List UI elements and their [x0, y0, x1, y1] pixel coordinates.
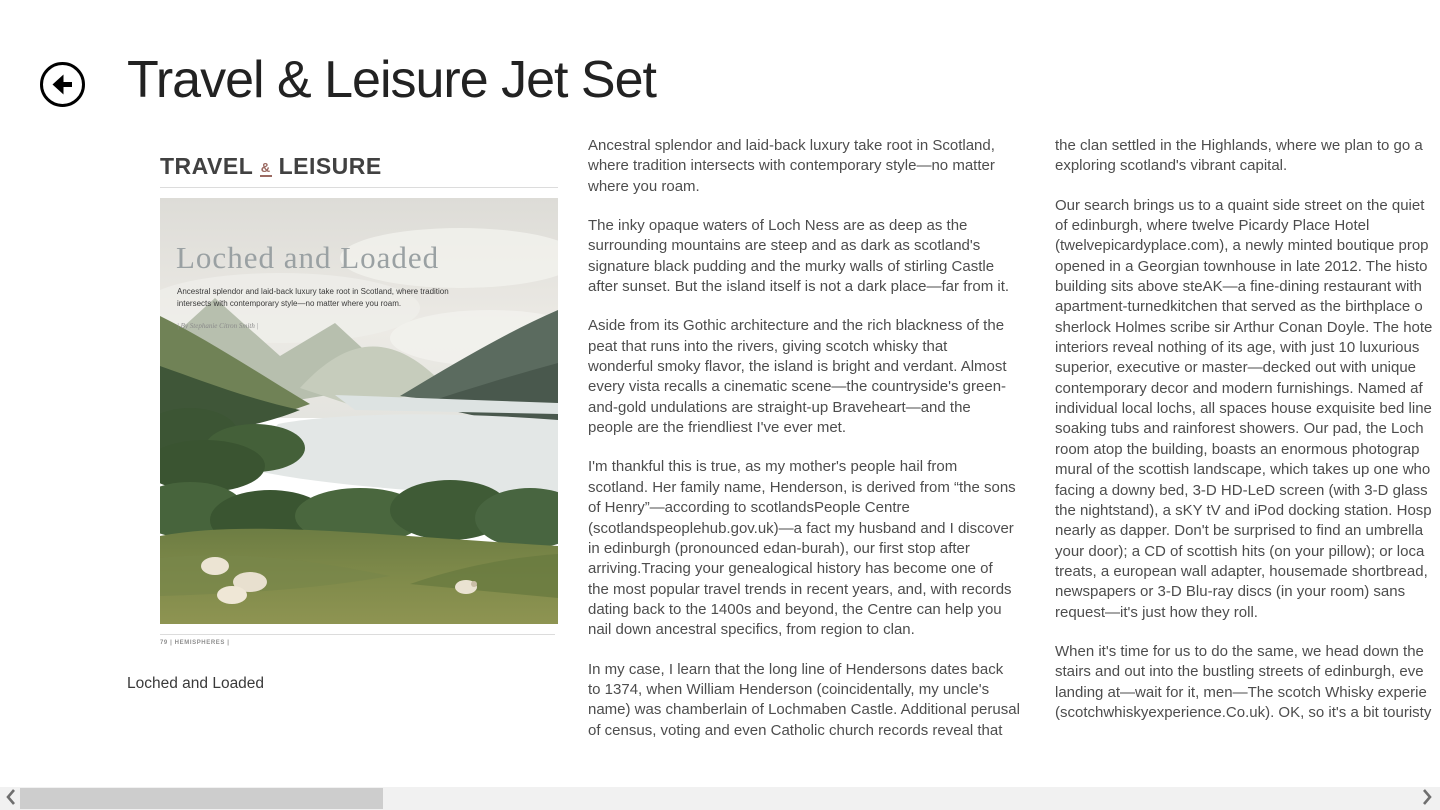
text-line: individual local lochs, all spaces house exquisite bed line: [1055, 400, 1432, 418]
paragraph: [588, 660, 1040, 741]
paragraph: [588, 216, 1040, 297]
text-line: interiors reveal nothing of its age, with just 10 luxurious: [1055, 339, 1420, 357]
text-line: stairs and out into the bustling streets of edinburgh, eve: [1055, 663, 1424, 681]
horizontal-scrollbar[interactable]: [0, 787, 1440, 810]
text-line: nail down ancestral specifics, from region to clan.: [588, 621, 915, 639]
cover-headline: Loched and Loaded: [176, 240, 440, 275]
text-line: request—it's just how they roll.: [1055, 603, 1258, 621]
paragraph: [588, 316, 1040, 438]
magazine-preview: [160, 153, 558, 646]
text-line: superior, executive or master—decked out with unique: [1055, 359, 1417, 377]
text-line: dating back to the 1400s and beyond, the Centre can help you: [588, 600, 1002, 618]
text-line: wonderful smoky flavor, the island is bright and verdant. Almost: [588, 358, 1007, 376]
article-column-2: [1055, 136, 1440, 742]
text-line: sherlock Holmes scribe sir Arthur Conan Doyle. The hote: [1055, 318, 1433, 336]
article-column-1: [588, 136, 1040, 760]
text-line: the clan settled in the Highlands, where we plan to go a: [1055, 137, 1423, 154]
paragraph: [588, 136, 1040, 197]
text-line: apartment-turnedkitchen that served as the birthplace o: [1055, 298, 1423, 316]
text-line: exploring scotland's vibrant capital.: [1055, 157, 1288, 175]
image-caption: Loched and Loaded: [127, 675, 265, 692]
text-line: building sits above steAK—a fine-dining restaurant with: [1055, 278, 1422, 296]
paragraph: [1055, 136, 1440, 177]
text-line: of Henry”—according to scotlandsPeople Centre: [588, 499, 910, 517]
paragraph: [1055, 196, 1440, 623]
text-line: nearly as dapper. Don't be surprised to find an umbrella: [1055, 522, 1424, 540]
text-line: (twelvepicardyplace.com), a newly minted boutique prop: [1055, 237, 1429, 255]
text-line: scotland. Her family name, Henderson, is derived from “the sons: [588, 478, 1016, 496]
text-line: soaking tubs and rainforest showers. Our pad, the Loch: [1055, 420, 1424, 438]
text-line: the nightstand), a sKY tV and iPod docking station. Hosp: [1055, 501, 1432, 519]
text-line: your door); a CD of scottish hits (on your pillow); or loca: [1055, 542, 1425, 560]
page-bottom-divider: [160, 634, 555, 635]
text-line: after sunset. But the island itself is not a dark place—far from it.: [588, 278, 1010, 296]
cover-dek-line2: intersects with contemporary style—no matter where you roam.: [177, 299, 402, 308]
text-line: I'm thankful this is true, as my mother's people hail from: [588, 458, 958, 476]
masthead-divider: [160, 187, 558, 188]
text-line: (scotchwhiskyexperience.Co.uk). OK, so it's a bit touristy: [1055, 703, 1432, 721]
text-line: The inky opaque waters of Loch Ness are as deep as the: [588, 217, 968, 235]
cover-dek-line1: Ancestral splendor and laid-back luxury take root in Scotland, where tradition: [177, 287, 449, 296]
text-line: people are the friendliest I've ever met.: [588, 419, 847, 437]
cover-photo-loch-landscape: [160, 198, 558, 624]
text-line: where you roam.: [588, 177, 700, 195]
text-line: treats, a european wall adapter, housemade shortbread,: [1055, 562, 1428, 580]
text-line: mural of the scottish landscape, which takes up one who: [1055, 461, 1431, 479]
magazine-masthead: [160, 153, 558, 180]
text-line: the most popular travel trends in recent years, and, with records: [588, 580, 1012, 598]
text-line: to 1374, when William Henderson (coincidentally, my uncle's: [588, 680, 990, 698]
text-line: opened in a Georgian townhouse in late 2012. The histo: [1055, 257, 1428, 275]
back-arrow-icon: [39, 96, 86, 111]
text-line: name) was chamberlain of Lochmaben Castle. Additional perusal: [588, 701, 1020, 719]
text-line: landing at—wait for it, men—The scotch Whisky experie: [1055, 683, 1427, 701]
text-line: of edinburgh, where twelve Picardy Place Hotel: [1055, 217, 1370, 235]
text-line: When it's time for us to do the same, we head down the: [1055, 642, 1424, 660]
text-line: contemporary decor and modern furnishings. Named af: [1055, 379, 1423, 397]
chevron-left-icon: [4, 788, 18, 809]
text-line: peat that runs into the rivers, giving scotch whisky that: [588, 337, 948, 355]
text-line: Our search brings us to a quaint side street on the quiet: [1055, 196, 1425, 214]
scrollbar-thumb[interactable]: [20, 788, 383, 809]
masthead-ampersand: &: [260, 160, 271, 175]
text-line: Aside from its Gothic architecture and the rich blackness of the: [588, 317, 1005, 335]
text-line: where tradition intersects with contemporary style—no matter: [588, 157, 995, 175]
page-title: Travel & Leisure Jet Set: [127, 51, 656, 109]
text-line: signature black pudding and the murky walls of stirling Castle: [588, 257, 995, 275]
masthead-word2: LEISURE: [278, 153, 382, 179]
masthead-word1: TRAVEL: [160, 153, 253, 179]
paragraph: [588, 457, 1040, 640]
text-line: (scotlandspeoplehub.gov.uk)—a fact my husband and I discover: [588, 519, 1014, 537]
text-line: newspapers or 3-D Blu-ray discs (in your room) sans: [1055, 583, 1406, 601]
text-line: every vista recalls a cinematic scene—the countryside's green-: [588, 378, 1007, 396]
text-line: and-gold undulations are straight-up Braveheart—and the: [588, 398, 971, 416]
scroll-right-button[interactable]: [1418, 787, 1436, 810]
text-line: In my case, I learn that the long line of Hendersons dates back: [588, 660, 1004, 678]
text-line: room atop the building, boasts an enormous photograp: [1055, 440, 1420, 458]
text-line: Ancestral splendor and laid-back luxury take root in Scotland,: [588, 137, 995, 154]
text-line: facing a downy bed, 3-D HD-LeD screen (with 3-D glass: [1055, 481, 1428, 499]
scroll-left-button[interactable]: [2, 787, 20, 810]
text-line: arriving.Tracing your genealogical history has become one of: [588, 560, 993, 578]
text-line: of census, voting and even Catholic church records reveal that: [588, 721, 1003, 739]
cover-byline: | By Stephanie Citron Smith |: [177, 322, 259, 330]
text-line: surrounding mountains are steep and as dark as scotland's: [588, 237, 981, 255]
chevron-right-icon: [1420, 788, 1434, 809]
text-line: in edinburgh (pronounced edan-burah), our first stop after: [588, 539, 970, 557]
back-button[interactable]: [39, 61, 86, 108]
paragraph: [1055, 642, 1440, 723]
magazine-page-footer: 79 | HEMISPHERES |: [160, 640, 230, 646]
